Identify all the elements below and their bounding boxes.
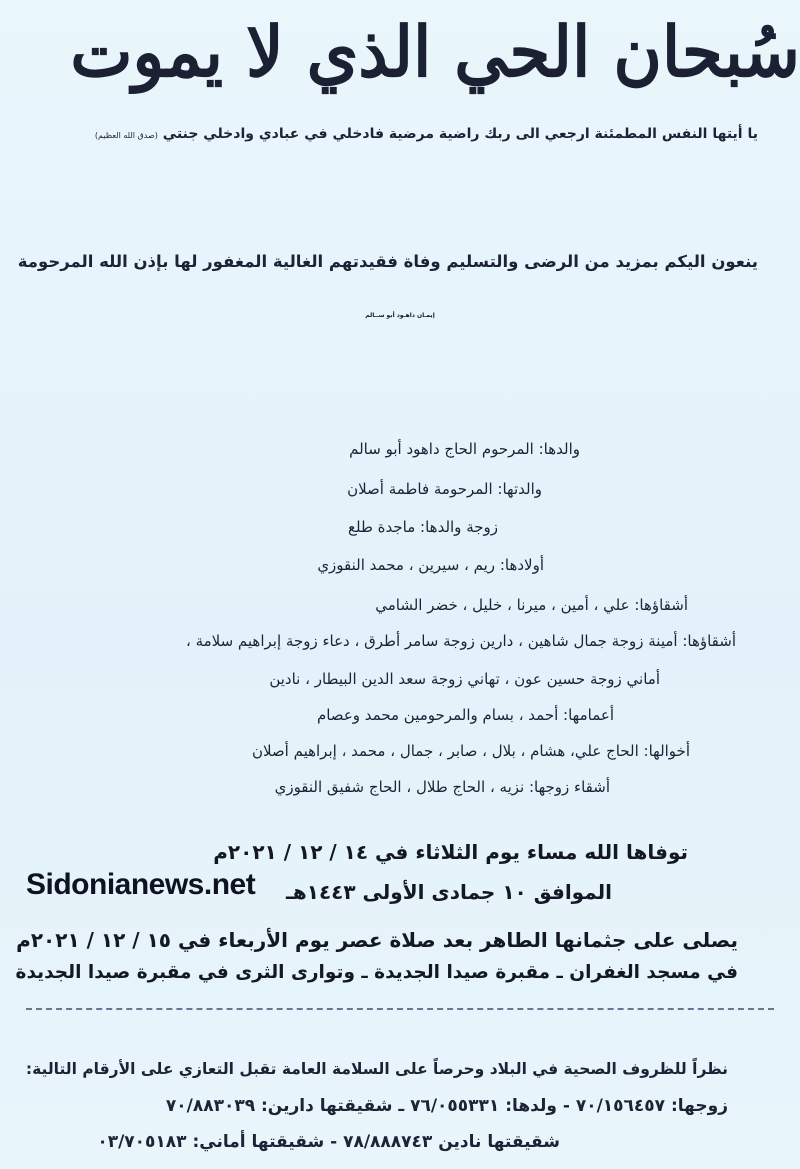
funeral-prayer: يصلى على جثمانها الطاهر بعد صلاة عصر يوم الأربعاء في ١٥ / ١٢ / ٢٠٢١م [16, 928, 738, 952]
relative-sisters-2: أماني زوجة حسين عون ، تهاني زوجة سعد الدين البيطار ، نادين [269, 670, 660, 688]
relative-sisters-1: أشقاؤها: أمينة زوجة جمال شاهين ، دارين زوجة سامر أطرق ، دعاء زوجة إبراهيم سلامة ، [185, 632, 736, 650]
section-divider [26, 1008, 774, 1010]
death-date: توفاها الله مساء يوم الثلاثاء في ١٤ / ١٢ / ٢٠٢١م [213, 840, 688, 864]
calligraphy-header: سُبحان الحي الذي لا يموت [70, 11, 800, 93]
announcement-text: ينعون اليكم بمزيد من الرضى والتسليم وفاة فقيدتهم الغالية المغفور لها بإذن الله المرحومة [17, 252, 758, 271]
relative-brothers: أشقاؤها: علي ، أمين ، ميرنا ، خليل ، خضر الشامي [375, 596, 688, 614]
burial-place: في مسجد الغفران ـ مقبرة صيدا الجديدة ـ وتوارى الثرى في مقبرة صيدا الجديدة [15, 962, 738, 983]
relative-maternal-uncles: أخوالها: الحاج علي، هشام ، بلال ، صابر ، جمال ، محمد ، إبراهيم أصلان [251, 742, 690, 760]
relative-mother: والدتها: المرحومة فاطمة أصلان [347, 480, 542, 498]
site-watermark: Sidonianews.net [26, 868, 256, 901]
verse-source: (صدق الله العظيم) [94, 131, 158, 140]
verse-text: يا أيتها النفس المطمئنة ارجعي الى ربك راضية مرضية فادخلي في عبادي وادخلي جنتي [162, 126, 758, 142]
phone-line-1: زوجها: ٧٠/١٥٦٤٥٧ - ولدها: ٧٦/٠٥٥٣٣١ ـ شقيقتها دارين: ٧٠/٨٨٣٠٣٩ [165, 1096, 728, 1116]
relative-husband-brothers: أشقاء زوجها: نزيه ، الحاج طلال ، الحاج شفيق النقوزي [274, 778, 610, 796]
relative-father: والدها: المرحوم الحاج داهود أبو سالم [349, 440, 580, 458]
deceased-name: إيمـان داهـود أبو ســالم [365, 312, 435, 319]
relative-stepmother: زوجة والدها: ماجدة طلع [348, 518, 498, 536]
phone-line-2: شقيقتها نادين ٧٨/٨٨٨٧٤٣ - شقيقتها أماني: ٠٣/٧٠٥١٨٣ [97, 1132, 560, 1152]
relative-paternal-uncles: أعمامها: أحمد ، بسام والمرحومين محمد وعصام [316, 706, 614, 724]
condolences-notice: نظراً للظروف الصحية في البلاد وحرصاً على السلامة العامة تقبل التعازي على الأرقام التالية: [25, 1060, 728, 1078]
quran-verse [89, 126, 758, 142]
relative-children: أولادها: ريم ، سيرين ، محمد النقوزي [317, 556, 544, 574]
hijri-date: الموافق ١٠ جمادى الأولى ١٤٤٣هـ [286, 880, 612, 904]
